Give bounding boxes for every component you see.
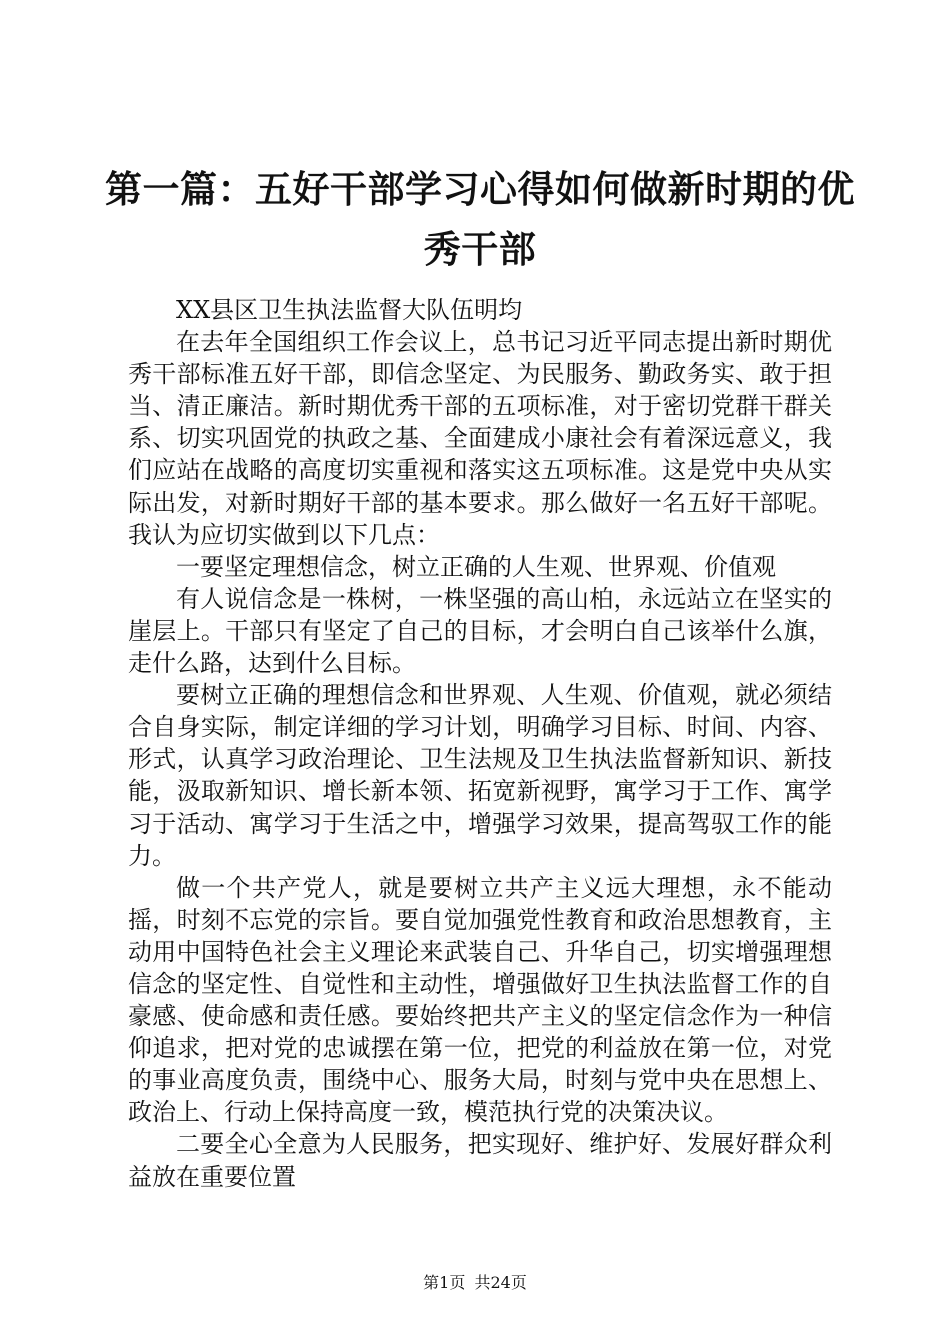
page-number: 第1页: [423, 1273, 466, 1292]
paragraph: 要树立正确的理想信念和世界观、人生观、价值观，就必须结合自身实际，制定详细的学习计划，明确学习目标、时间、内容、形式，认真学习政治理论、卫生法规及卫生执法监督新知识、新技能，汲取新知识、增长新本领、拓宽新视野，寓学习于工作、寓学习于活动、寓学习于生活之中，增强学习效果，提高驾驭工作的能力。: [128, 681, 832, 870]
document-body: [128, 294, 832, 1193]
section-heading: 二要全心全意为人民服务，把实现好、维护好、发展好群众利益放在重要位置: [128, 1130, 832, 1191]
author-line: XX县区卫生执法监督大队伍明均: [176, 296, 523, 324]
page-footer: [0, 1273, 950, 1293]
paragraph: 在去年全国组织工作会议上，总书记习近平同志提出新时期优秀干部标准五好干部，即信念坚定、为民服务、勤政务实、敢于担当、清正廉洁。新时期优秀干部的五项标准，对于密切党群干群关系、切实巩固党的执政之基、全面建成小康社会有着深远意义，我们应站在战略的高度切实重视和落实这五项标准。这是党中央从实际出发，对新时期好干部的基本要求。那么做好一名五好干部呢。我认为应切实做到以下几点：: [128, 328, 832, 549]
page-total: 共24页: [474, 1273, 527, 1292]
document-title: 第一篇：五好干部学习心得如何做新时期的优秀干部: [105, 168, 855, 271]
section-heading: 一要坚定理想信念，树立正确的人生观、世界观、价值观: [176, 552, 776, 581]
paragraph: 做一个共产党人，就是要树立共产主义远大理想，永不能动摇，时刻不忘党的宗旨。要自觉加强党性教育和政治思想教育，主动用中国特色社会主义理论来武装自己、升华自己，切实增强理想信念的坚定性、自觉性和主动性，增强做好卫生执法监督工作的自豪感、使命感和责任感。要始终把共产主义的坚定信念作为一种信仰追求，把对党的忠诚摆在第一位，把党的利益放在第一位，对党的事业高度负责，围绕中心、服务大局，时刻与党中央在思想上、政治上、行动上保持高度一致，模范执行党的决策决议。: [128, 873, 832, 1127]
paragraph: 有人说信念是一株树，一株坚强的高山柏，永远站立在坚实的崖层上。干部只有坚定了自己的目标，才会明白自己该举什么旗，走什么路，达到什么目标。: [128, 584, 832, 678]
